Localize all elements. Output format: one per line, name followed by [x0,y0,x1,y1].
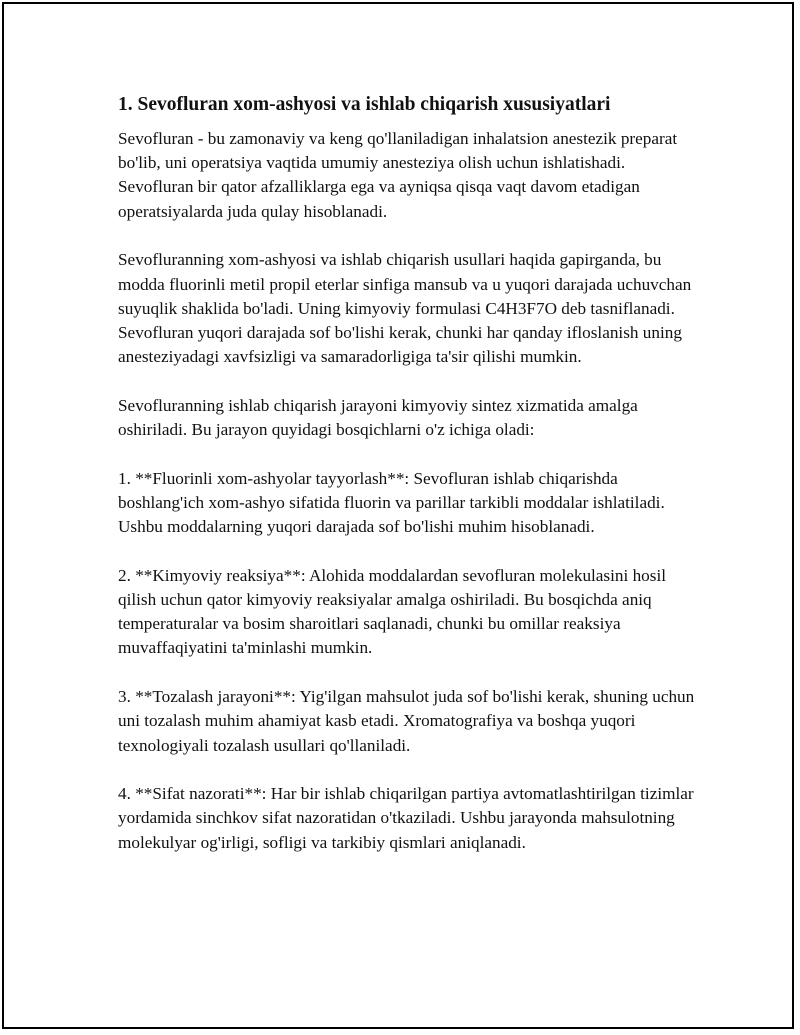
list-item-step-2: 2. **Kimyoviy reaksiya**: Alohida moddalardan sevofluran molekulasini hosil qilish uchun qator kimyoviy reaksiyalar amalga oshiriladi. Bu bosqichda aniq temperaturalar va bosim sharoitlari saqlanadi, chunki bu omillar reaksiya muvaffaqiyatini ta'minlashi mumkin. [118,565,666,658]
document-body [118,92,698,879]
paragraph-raw-materials: Sevofluranning xom-ashyosi va ishlab chiqarish usullari haqida gapirganda, bu modda fluorinli metil propil eterlar sinfiga mansub va u yuqori darajada uchuvchan suyuqlik shaklida bo'ladi. Uning kimyoviy formulasi C4H3F7O deb tasniflanadi. Sevofluran yuqori darajada sof bo'lishi kerak, chunki har qanday ifloslanish uning anesteziyadagi xavfsizligi va samaradorligiga ta'sir qilishi mumkin. [118,250,692,367]
section-title: 1. Sevofluran xom-ashyosi va ishlab chiqarish xususiyatlari [118,94,611,115]
list-item-step-1: 1. **Fluorinli xom-ashyolar tayyorlash**: Sevofluran ishlab chiqarishda boshlang'ich xom-ashyo sifatida fluorin va parillar tarkibli moddalar ishlatiladi. Ushbu moddalarning yuqori darajada sof bo'lishi muhim hisoblanadi. [118,468,665,537]
paragraph-production-process: Sevofluranning ishlab chiqarish jarayoni kimyoviy sintez xizmatida amalga oshiriladi. Bu jarayon quyidagi bosqichlarni o'z ichiga oladi: [118,395,638,440]
list-item-step-4: 4. **Sifat nazorati**: Har bir ishlab chiqarilgan partiya avtomatlashtirilgan tizimlar yordamida sinchkov sifat nazoratidan o'tkaziladi. Ushbu jarayonda mahsulotning molekulyar og'irligi, sofligi va tarkibiy qismlari aniqlanadi. [118,784,694,852]
paragraph-intro: Sevofluran - bu zamonaviy va keng qo'llaniladigan inhalatsion anestezik preparat bo'lib, uni operatsiya vaqtida umumiy anesteziya olish uchun ishlatishadi. Sevofluran bir qator afzalliklarga ega va ayniqsa qisqa vaqt davom etadigan operatsiyalarda juda qulay hisoblanadi. [118,129,678,221]
list-item-step-3: 3. **Tozalash jarayoni**: Yig'ilgan mahsulot juda sof bo'lishi kerak, shuning uchun uni tozalash muhim ahamiyat kasb etadi. Xromatografiya va boshqa yuqori texnologiyali tozalash usullari qo'llaniladi. [118,687,695,755]
